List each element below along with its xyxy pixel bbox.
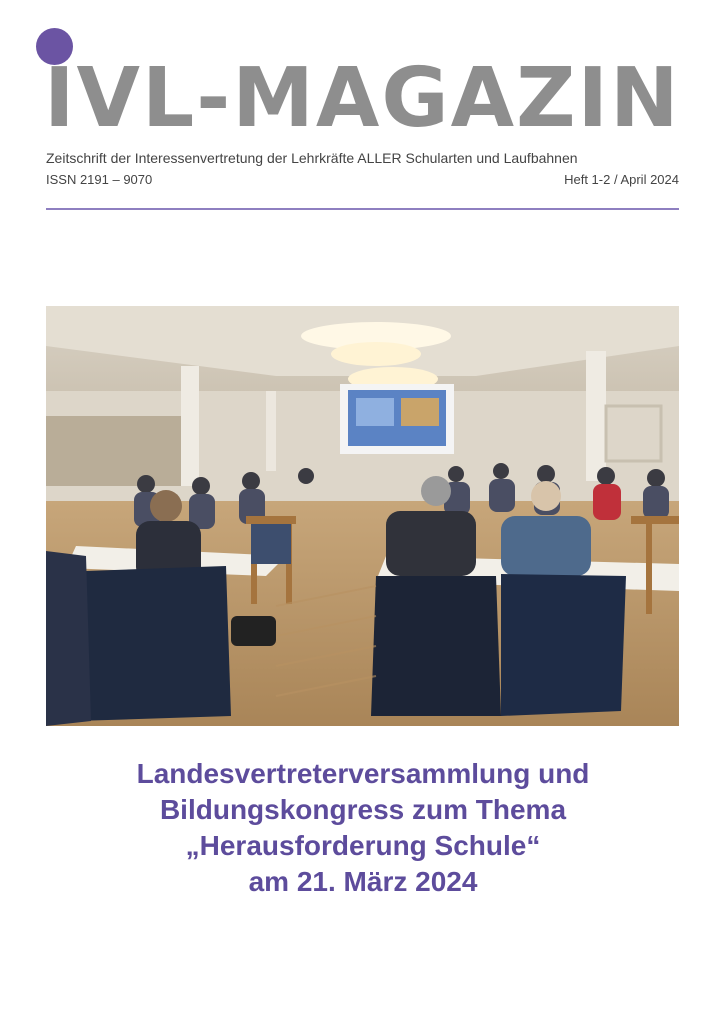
cover-headline — [0, 756, 726, 900]
divider-line — [46, 208, 679, 210]
magazine-title: IVL-MAGAZIN — [44, 51, 681, 146]
issue-date: Heft 1-2 / April 2024 — [564, 172, 679, 187]
issn-number: ISSN 2191 – 9070 — [46, 172, 153, 187]
conference-hall-illustration — [46, 306, 679, 726]
headline-line-3: „Herausforderung Schule“ — [185, 830, 541, 861]
headline-line-1: Landesvertreterversammlung und — [136, 758, 590, 789]
cover-photo — [46, 306, 679, 726]
headline-line-4: am 21. März 2024 — [248, 866, 478, 897]
headline-line-2: Bildungskongress zum Thema — [159, 794, 567, 825]
magazine-subtitle: Zeitschrift der Interessenvertretung der Lehrkräfte ALLER Schularten und Laufbahnen — [46, 150, 578, 166]
